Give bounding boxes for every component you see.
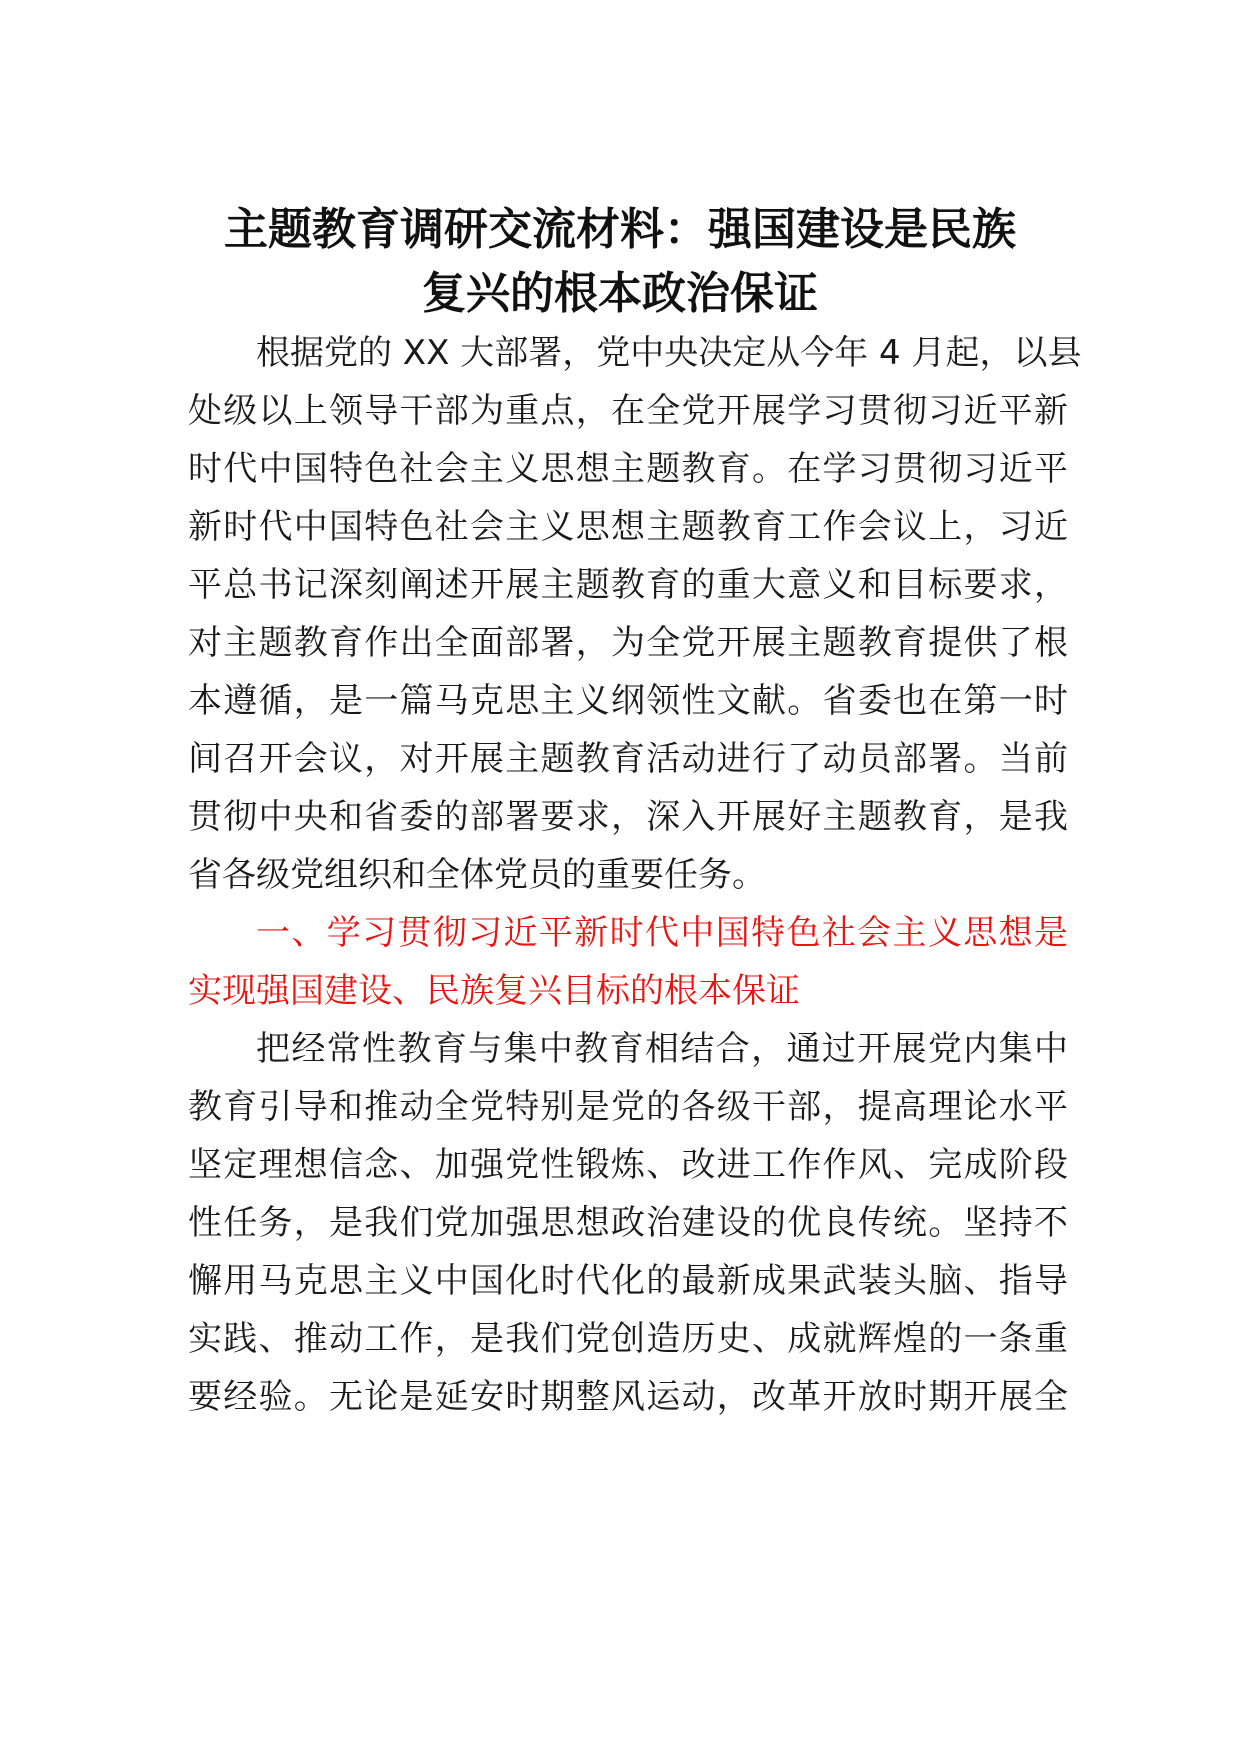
paragraph-1-line-6: 对主题教育作出全面部署，为全党开展主题教育提供了根 <box>188 623 1068 663</box>
paragraph-1-line-2: 处级以上领导干部为重点，在全党开展学习贯彻习近平新 <box>188 391 1068 431</box>
paragraph-2-line-2: 教育引导和推动全党特别是党的各级干部，提高理论水平 <box>188 1087 1068 1127</box>
title-line-2: 复兴的根本政治保证 <box>422 268 818 319</box>
document-title <box>170 198 1070 326</box>
paragraph-1-line-8: 间召开会议，对开展主题教育活动进行了动员部署。当前 <box>188 739 1068 779</box>
paragraph-1-line-10: 省各级党组织和全体党员的重要任务。 <box>188 855 766 895</box>
paragraph-1-line-5: 平总书记深刻阐述开展主题教育的重大意义和目标要求， <box>188 565 1068 605</box>
section-heading-line-2: 实现强国建设、民族复兴目标的根本保证 <box>188 971 800 1011</box>
paragraph-2-line-5: 懈用马克思主义中国化时代化的最新成果武装头脑、指导 <box>188 1261 1068 1301</box>
paragraph-2-line-3: 坚定理想信念、加强党性锻炼、改进工作作风、完成阶段 <box>188 1145 1068 1185</box>
section-heading-line-1: 一、学习贯彻习近平新时代中国特色社会主义思想是 <box>256 913 1068 953</box>
paragraph-2-line-1: 把经常性教育与集中教育相结合，通过开展党内集中 <box>256 1029 1068 1069</box>
paragraph-2-line-7: 要经验。无论是延安时期整风运动，改革开放时期开展全 <box>188 1377 1068 1417</box>
title-line-1: 主题教育调研交流材料：强国建设是民族 <box>224 204 1016 255</box>
paragraph-1-line-1: 根据党的 XX 大部署，党中央决定从今年 4 月起，以县 <box>256 333 1082 373</box>
paragraph-1-line-9: 贯彻中央和省委的部署要求，深入开展好主题教育，是我 <box>188 797 1068 837</box>
paragraph-2-line-6: 实践、推动工作，是我们党创造历史、成就辉煌的一条重 <box>188 1319 1068 1359</box>
paragraph-1-line-4: 新时代中国特色社会主义思想主题教育工作会议上，习近 <box>188 507 1068 547</box>
paragraph-1-line-3: 时代中国特色社会主义思想主题教育。在学习贯彻习近平 <box>188 449 1068 489</box>
paragraph-2-line-4: 性任务，是我们党加强思想政治建设的优良传统。坚持不 <box>188 1203 1068 1243</box>
paragraph-1-line-7: 本遵循，是一篇马克思主义纲领性文献。省委也在第一时 <box>188 681 1068 721</box>
